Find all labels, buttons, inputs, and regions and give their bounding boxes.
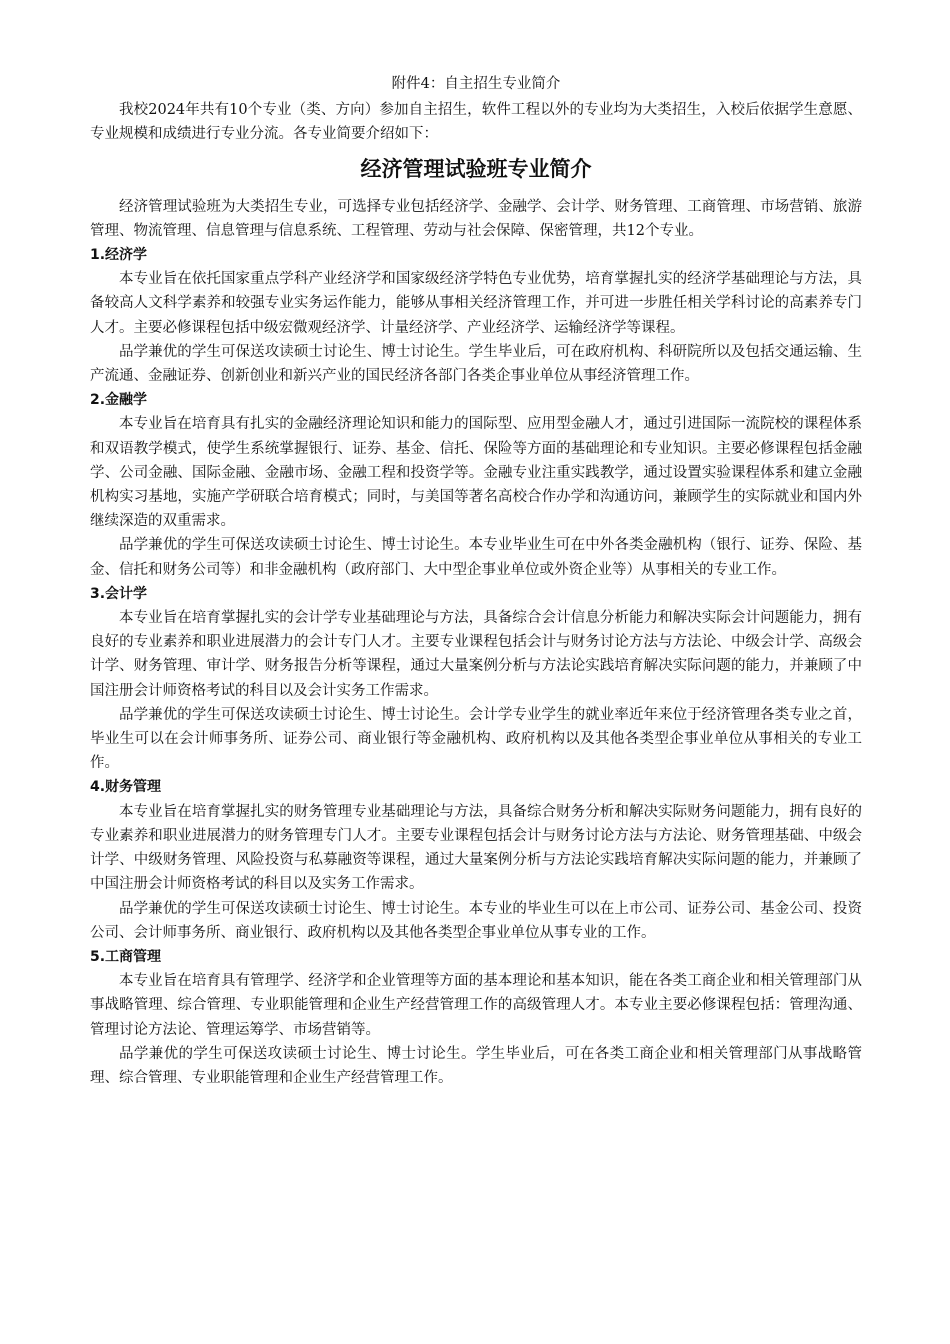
section-paragraph: 品学兼优的学生可保送攻读硕士讨论生、博士讨论生。本专业的毕业生可以在上市公司、证券公司、基金公司、投资公司、会计师事务所、商业银行、政府机构以及其他各类型企事业单位从事专业的工作。 — [90, 900, 862, 941]
overview-paragraph: 经济管理试验班为大类招生专业，可选择专业包括经济学、金融学、会计学、财务管理、工商管理、市场营销、旅游管理、物流管理、信息管理与信息系统、工程管理、劳动与社会保障、保密管理，共12个专业。 — [90, 198, 862, 239]
attachment-label: 附件4：自主招生专业简介 — [391, 76, 561, 92]
section-paragraph: 品学兼优的学生可保送攻读硕士讨论生、博士讨论生。会计学专业学生的就业率近年来位于经济管理各类专业之首，毕业生可以在会计师事务所、证券公司、商业银行等金融机构、政府机构以及其他各类型企事业单位从事相关的专业工作。 — [90, 706, 862, 772]
section-paragraph: 品学兼优的学生可保送攻读硕士讨论生、博士讨论生。学生毕业后，可在各类工商企业和相关管理部门从事战略管理、综合管理、专业职能管理和企业生产经营管理工作。 — [90, 1045, 862, 1086]
section-paragraph: 本专业旨在培育具有管理学、经济学和企业管理等方面的基本理论和基本知识，能在各类工商企业和相关管理部门从事战略管理、综合管理、专业职能管理和企业生产经营管理工作的高级管理人才。本专业主要必修课程包括：管理沟通、管理讨论方法论、管理运筹学、市场营销等。 — [90, 973, 862, 1038]
intro-paragraph: 我校2024年共有10个专业（类、方向）参加自主招生，软件工程以外的专业均为大类招生，入校后依据学生意愿、专业规模和成绩进行专业分流。各专业简要介绍如下： — [90, 102, 862, 143]
section-paragraph: 本专业旨在依托国家重点学科产业经济学和国家级经济学特色专业优势，培育掌握扎实的经济学基础理论与方法，具备较高人文科学素养和较强专业实务运作能力，能够从事相关经济管理工作，并可进一步胜任相关学科讨论的高素养专门人才。主要必修课程包括中级宏微观经济学、计量经济学、产业经济学、运输经济学等课程。 — [90, 271, 862, 336]
section-heading: 3.会计学 — [90, 585, 148, 602]
section-heading: 5.工商管理 — [90, 948, 162, 965]
section-heading: 1.经济学 — [90, 247, 148, 264]
section-paragraph: 品学兼优的学生可保送攻读硕士讨论生、博士讨论生。学生毕业后，可在政府机构、科研院所以及包括交通运输、生产流通、金融证券、创新创业和新兴产业的国民经济各部门各类企事业单位从事经济管理工作。 — [90, 343, 862, 385]
section-heading: 4.财务管理 — [90, 779, 162, 796]
section-accounting — [90, 582, 862, 776]
section-finance — [90, 388, 862, 582]
section-financial-management — [90, 775, 862, 944]
section-paragraph: 本专业旨在培育掌握扎实的会计学专业基础理论与方法，具备综合会计信息分析能力和解决实际会计问题能力，拥有良好的专业素养和职业进展潜力的会计专门人才。主要专业课程包括会计与财务讨论方法与方法论、中级会计学、高级会计学、财务管理、审计学、财务报告分析等课程，通过大量案例分析与方法论实践培育解决实际问题的能力，并兼顾了中国注册会计师资格考试的科目以及会计实务工作需求。 — [90, 610, 862, 699]
section-paragraph: 品学兼优的学生可保送攻读硕士讨论生、博士讨论生。本专业毕业生可在中外各类金融机构（银行、证券、保险、基金、信托和财务公司等）和非金融机构（政府部门、大中型企事业单位或外资企业等）从事相关的专业工作。 — [90, 537, 862, 578]
section-business-administration — [90, 945, 862, 1090]
section-heading: 2.金融学 — [90, 392, 148, 409]
section-paragraph: 本专业旨在培育掌握扎实的财务管理专业基础理论与方法，具备综合财务分析和解决实际财务问题能力，拥有良好的专业素养和职业进展潜力的财务管理专门人才。主要专业课程包括会计与财务讨论方法与方法论、财务管理基础、中级会计学、中级财务管理、风险投资与私募融资等课程，通过大量案例分析与方法论实践培育解决实际问题的能力，并兼顾了中国注册会计师资格考试的科目以及实务工作需求。 — [90, 803, 862, 893]
document-title: 经济管理试验班专业简介 — [360, 156, 592, 181]
section-economics — [90, 243, 862, 388]
section-paragraph: 本专业旨在培育具有扎实的金融经济理论知识和能力的国际型、应用型金融人才，通过引进国际一流院校的课程体系和双语教学模式，使学生系统掌握银行、证券、基金、信托、保险等方面的基础理论和专业知识。主要必修课程包括金融学、公司金融、国际金融、金融市场、金融工程和投资学等。金融专业注重实践教学，通过设置实验课程体系和建立金融机构实习基地，实施产学研联合培育模式；同时，与美国等著名高校合作办学和沟通访问，兼顾学生的实际就业和国内外继续深造的双重需求。 — [90, 416, 862, 530]
